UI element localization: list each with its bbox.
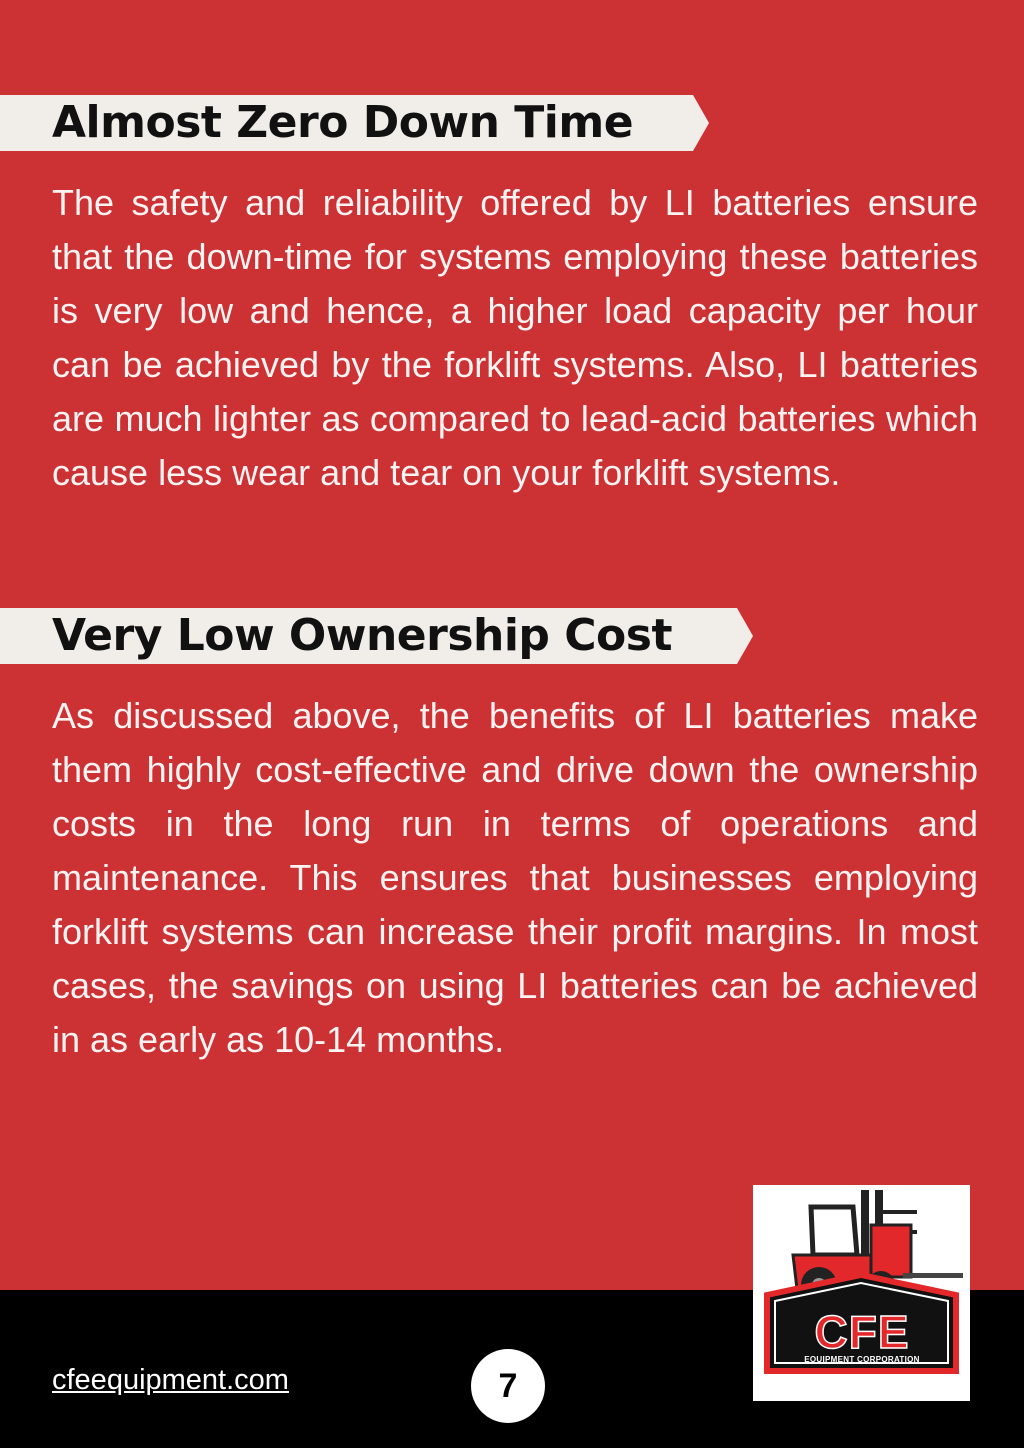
logo-subtitle: EQUIPMENT CORPORATION bbox=[804, 1355, 920, 1364]
section-heading-banner bbox=[0, 608, 737, 664]
section-body: The safety and reliability offered by LI batteries ensure that the down-time for systems employing these batteries is very low and hence, a higher load capacity per hour can be achieved by the forklift systems. Also, LI batteries are much lighter as compared to lead-acid batteries which cause less wear and tear on your forklift systems. bbox=[52, 182, 978, 493]
company-logo bbox=[753, 1185, 970, 1401]
forklift-logo-graphic bbox=[753, 1185, 970, 1401]
section-heading: Very Low Ownership Cost bbox=[52, 610, 672, 661]
section-heading: Almost Zero Down Time bbox=[52, 97, 634, 148]
logo-wordmark: CFE bbox=[814, 1306, 910, 1358]
section-body: As discussed above, the benefits of LI batteries make them highly cost-effective and drive down the ownership costs in the long run in terms of operations and maintenance. This ensures that businesses employing forklift systems can increase their profit margins. In most cases, the savings on using LI batteries can be achieved in as early as 10-14 months. bbox=[52, 695, 978, 1060]
page-number: 7 bbox=[471, 1349, 545, 1423]
section-heading-banner bbox=[0, 95, 693, 151]
website-link[interactable]: cfeequipment.com bbox=[52, 1364, 289, 1396]
